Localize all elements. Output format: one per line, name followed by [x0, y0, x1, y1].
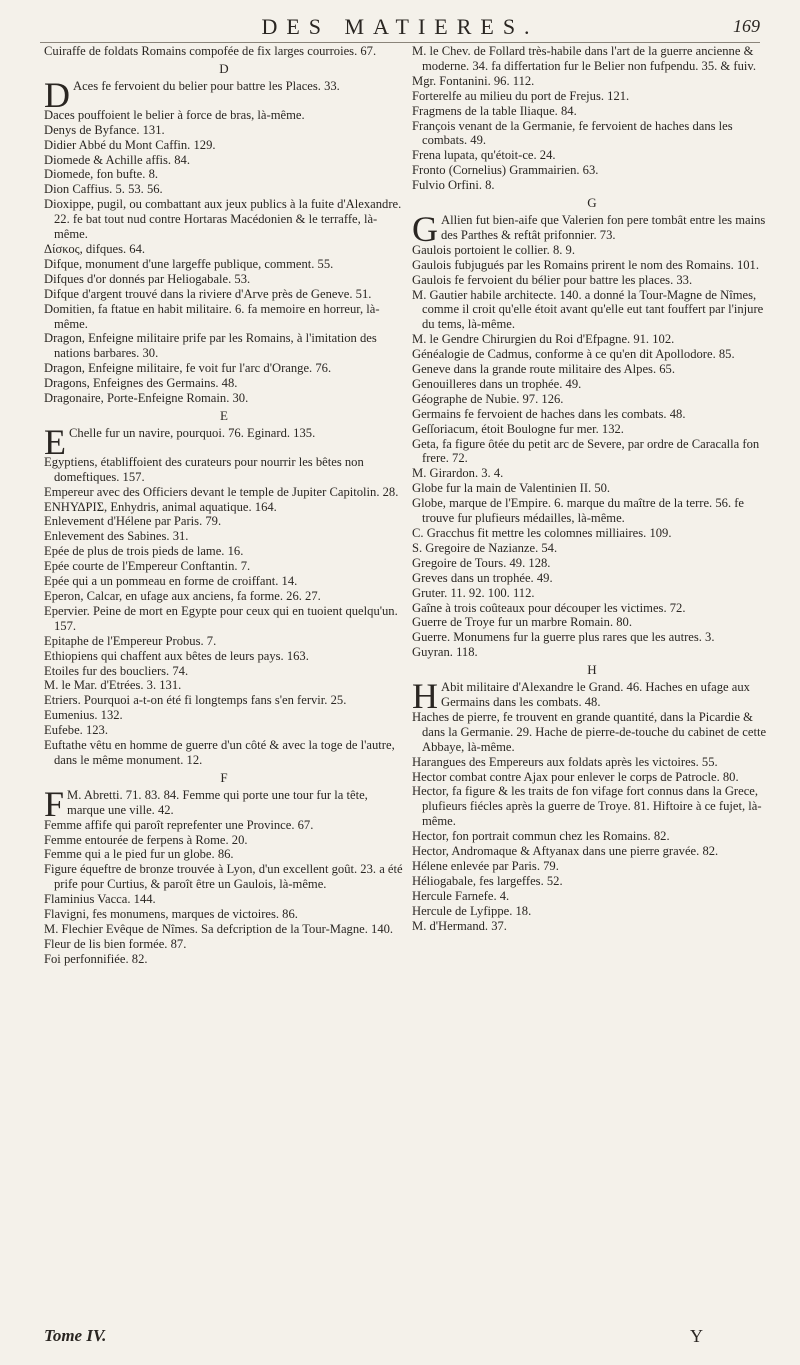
index-entry: Globe fur la main de Valentinien II. 50.: [412, 481, 611, 496]
index-entry: Diomede, fon bufte. 8.: [44, 167, 159, 182]
index-entry: [44, 421, 404, 462]
index-entry: Difques d'or donnés par Heliogabale. 53.: [44, 271, 251, 286]
index-entry: Epée courte de l'Empereur Conftantin. 7.: [44, 559, 251, 574]
index-entry: Hector, fa figure & les traits de fon vifage fort connus dans la Grece, plufieurs fiécles après la guerre de Troye. 81. Hiftoire à ce fujet, là-même.: [412, 784, 762, 829]
letter-heading: F: [220, 769, 228, 785]
index-entry: Ethiopiens qui chaffent aux bêtes de leurs pays. 163.: [44, 648, 309, 663]
index-entry: Didier Abbé du Mont Caffin. 129.: [44, 137, 216, 152]
index-entry: Frena lupata, qu'étoit-ce. 24.: [412, 148, 556, 163]
index-entry: Hector combat contre Ajax pour enlever le corps de Patrocle. 80.: [412, 769, 739, 784]
index-entry: Egyptiens, établiffoient des curateurs pour nourrir les bêtes non domeftiques. 157.: [44, 454, 364, 484]
index-entry: Geta, fa figure ôtée du petit arc de Severe, par ordre de Caracalla fon frere. 72.: [412, 436, 760, 466]
running-title: DES MATIERES.: [261, 14, 539, 39]
signature-mark: Y: [690, 1326, 703, 1346]
right-column: [412, 44, 772, 933]
index-entry: Femme qui a le pied fur un globe. 86.: [44, 847, 234, 862]
index-entry: Guerre de Troye fur un marbre Romain. 80.: [412, 615, 632, 630]
index-entry: M. le Chev. de Follard très-habile dans l'art de la guerre ancienne & moderne. 34. fa differtation fur le Belier non fufpendu. 35. & fuiv.: [412, 44, 756, 73]
index-entry: Eufebe. 123.: [44, 723, 108, 738]
entry-text: Allien fut bien-aife que Valerien fon pere tombât entre les mains des Parthes & reftât prifonnier. 73.: [441, 212, 766, 242]
index-entry: Dion Caffius. 5. 53. 56.: [44, 182, 163, 197]
index-entry: Hercule de Lyfippe. 18.: [412, 903, 532, 918]
index-entry: Epée qui a un pommeau en forme de croiffant. 14.: [44, 574, 298, 589]
index-entry: Dragons, Enfeignes des Germains. 48.: [44, 376, 238, 391]
drop-cap: F: [44, 783, 65, 824]
index-entry: ΕΝΗΥΔΡΙΣ, Enhydris, animal aquatique. 164.: [44, 499, 277, 514]
drop-cap: E: [44, 421, 66, 462]
entry-text: Abit militaire d'Alexandre le Grand. 46. Haches en ufage aux Germains dans les combats. 48.: [441, 680, 750, 709]
letter-heading: H: [587, 662, 597, 678]
index-entry: Fronto (Cornelius) Grammairien. 63.: [412, 163, 599, 178]
index-entry: M. Girardon. 3. 4.: [412, 466, 504, 481]
index-entry: Euftathe vêtu en homme de guerre d'un côté & avec la toge de l'autre, dans le même monument. 12.: [44, 738, 395, 767]
index-entry: Héliogabale, fes largeffes. 52.: [412, 873, 563, 888]
index-entry: Géographe de Nubie. 97. 126.: [412, 391, 564, 406]
index-entry: Gaulois portoient le collier. 8. 9.: [412, 242, 575, 257]
index-entry: Eumenius. 132.: [44, 708, 123, 723]
index-entry: Harangues des Empereurs aux foldats après les victoires. 55.: [412, 754, 718, 769]
index-entry: Gaîne à trois coûteaux pour découper les victimes. 72.: [412, 600, 686, 615]
index-entry: Difque, monument d'une largeffe publique, comment. 55.: [44, 256, 334, 271]
index-entry: Flaminius Vacca. 144.: [44, 892, 156, 907]
entry-text: Chelle fur un navire, pourquoi. 76. Eginard. 135.: [69, 425, 316, 440]
index-entry: Δίσκος, difques. 64.: [44, 241, 146, 256]
index-entry: Genouilleres dans un trophée. 49.: [412, 376, 582, 391]
index-entry: Etriers. Pourquoi a-t-on été fi longtemps fans s'en fervir. 25.: [44, 693, 347, 708]
index-entry: Epervier. Peine de mort en Egypte pour ceux qui en tuoient quelqu'un. 157.: [44, 603, 398, 633]
index-entry: Diomede & Achille affis. 84.: [44, 152, 190, 167]
index-entry: Hélene enlevée par Paris. 79.: [412, 858, 559, 873]
index-entry: Geſſoriacum, étoit Boulogne fur mer. 132.: [412, 421, 624, 436]
index-entry: Dioxippe, pugil, ou combattant aux jeux publics à la fuite d'Alexandre. 22. fe bat tout nud contre Hortaras Macédonien & le terraffe, là-même.: [44, 197, 402, 242]
index-entry: Gregoire de Tours. 49. 128.: [412, 555, 551, 570]
index-entry: Dragon, Enfeigne militaire, fe voit fur l'arc d'Orange. 76.: [44, 361, 332, 376]
index-entry: Gruter. 11. 92. 100. 112.: [412, 585, 535, 600]
drop-cap: H: [412, 676, 438, 717]
index-entry: Hector, fon portrait commun chez les Romains. 82.: [412, 829, 670, 844]
volume-label: Tome IV.: [44, 1326, 107, 1345]
page-number: 169: [733, 16, 760, 36]
index-entry: Femme affife qui paroît reprefenter une Province. 67.: [44, 817, 314, 832]
index-entry: Femme entourée de ferpens à Rome. 20.: [44, 832, 248, 847]
index-entry: François venant de la Germanie, fe fervoient de haches dans les combats. 49.: [412, 118, 733, 148]
index-entry: Forterelfe au milieu du port de Frejus. 121.: [412, 88, 630, 103]
index-entry: M. Flechier Evêque de Nîmes. Sa defcription de la Tour-Magne. 140.: [44, 921, 394, 936]
index-entry: Epitaphe de l'Empereur Probus. 7.: [44, 633, 217, 648]
index-entry: Gaulois fe fervoient du bélier pour battre les places. 33.: [412, 272, 693, 287]
index-entry: Enlevement d'Hélene par Paris. 79.: [44, 514, 222, 529]
index-entry: S. Gregoire de Nazianze. 54.: [412, 540, 558, 555]
letter-heading: E: [220, 407, 228, 423]
index-entry: Geneve dans la grande route militaire des Alpes. 65.: [412, 362, 675, 377]
index-entry: Guyran. 118.: [412, 645, 478, 660]
index-entry: Empereur avec des Officiers devant le temple de Jupiter Capitolin. 28.: [44, 484, 399, 499]
index-entry: Cuiraffe de foldats Romains compofée de fix larges courroies. 67.: [44, 44, 377, 58]
index-entry: M. le Gendre Chirurgien du Roi d'Efpagne. 91. 102.: [412, 332, 675, 347]
index-entry: Eperon, Calcar, en ufage aux anciens, fa forme. 26. 27.: [44, 589, 321, 603]
left-column: [44, 44, 404, 967]
drop-cap: G: [412, 208, 438, 249]
index-entry: Foi perfonnifiée. 82.: [44, 951, 148, 966]
index-entry: C. Gracchus fit mettre les colomnes milliaires. 109.: [412, 526, 672, 540]
index-entry: Daces pouffoient le belier à force de bras, là-même.: [44, 107, 305, 122]
index-entry: Généalogie de Cadmus, conforme à ce qu'en dit Apollodore. 85.: [412, 347, 735, 362]
index-entry: Difque d'argent trouvé dans la riviere d'Arve près de Geneve. 51.: [44, 286, 372, 301]
index-entry: Dragon, Enfeigne militaire prife par les Romains, à l'imitation des nations barbares. 30.: [44, 331, 377, 361]
index-entry: Fulvio Orfini. 8.: [412, 178, 495, 193]
index-entry: [412, 676, 772, 717]
index-entry: Gaulois fubjugués par les Romains prirent le nom des Romains. 101.: [412, 257, 759, 272]
index-entry: M. le Mar. d'Etrées. 3. 131.: [44, 678, 182, 693]
index-entry: Flavigni, fes monumens, marques de victoires. 86.: [44, 907, 298, 922]
letter-heading: G: [587, 195, 597, 211]
index-entry: Fragmens de la table Iliaque. 84.: [412, 103, 577, 118]
index-entry: M. Gautier habile architecte. 140. a donné la Tour-Magne de Nîmes, comme il croit qu'elle étoit avant qu'elle eut tant fouffert par l'injure du tems, là-même.: [412, 287, 764, 332]
entry-text: M. Abretti. 71. 83. 84. Femme qui porte une tour fur la tête, marque une ville. 42.: [67, 787, 368, 817]
index-entry: Globe, marque de l'Empire. 6. marque du maître de la terre. 56. fe trouve fur plufieurs médailles, là-même.: [412, 496, 745, 526]
index-entry: Hector, Andromaque & Aftyanax dans une pierre gravée. 82.: [412, 844, 719, 859]
index-entry: Dragonaire, Porte-Enfeigne Romain. 30.: [44, 391, 249, 406]
index-entry: Domitien, fa ftatue en habit militaire. 6. fa memoire en horreur, là-même.: [44, 301, 380, 331]
index-entry: Greves dans un trophée. 49.: [412, 570, 553, 585]
index-entry: Epée de plus de trois pieds de lame. 16.: [44, 544, 244, 559]
index-entry: Etoiles fur des boucliers. 74.: [44, 663, 189, 678]
index-entry: Guerre. Monumens fur la guerre plus rares que les autres. 3.: [412, 630, 715, 645]
entry-text: Aces fe fervoient du belier pour battre les Places. 33.: [73, 78, 340, 93]
index-entry: M. d'Hermand. 37.: [412, 918, 507, 933]
index-entry: Hercule Farnefe. 4.: [412, 888, 510, 903]
index-entry: Figure équeftre de bronze trouvée à Lyon, d'un excellent goût. 23. a été prife pour Curtius, & paroît être un Gaulois, là-même.: [44, 862, 403, 892]
index-entry: Mgr. Fontanini. 96. 112.: [412, 73, 535, 88]
drop-cap: D: [44, 74, 70, 115]
index-entry: [412, 208, 772, 249]
index-entry: Haches de pierre, fe trouvent en grande quantité, dans la Picardie & dans la Germanie. 29. Hache de pierre-de-touche du cabinet de cette Abbaye, là-même.: [412, 709, 767, 754]
letter-heading: D: [219, 60, 229, 76]
index-entry: Germains fe fervoient de haches dans les combats. 48.: [412, 406, 686, 421]
index-entry: Fleur de lis bien formée. 87.: [44, 936, 187, 951]
page-header: [40, 14, 760, 43]
index-entry: Denys de Byfance. 131.: [44, 122, 165, 137]
index-entry: Enlevement des Sabines. 31.: [44, 529, 189, 544]
index-entry: [44, 783, 404, 824]
